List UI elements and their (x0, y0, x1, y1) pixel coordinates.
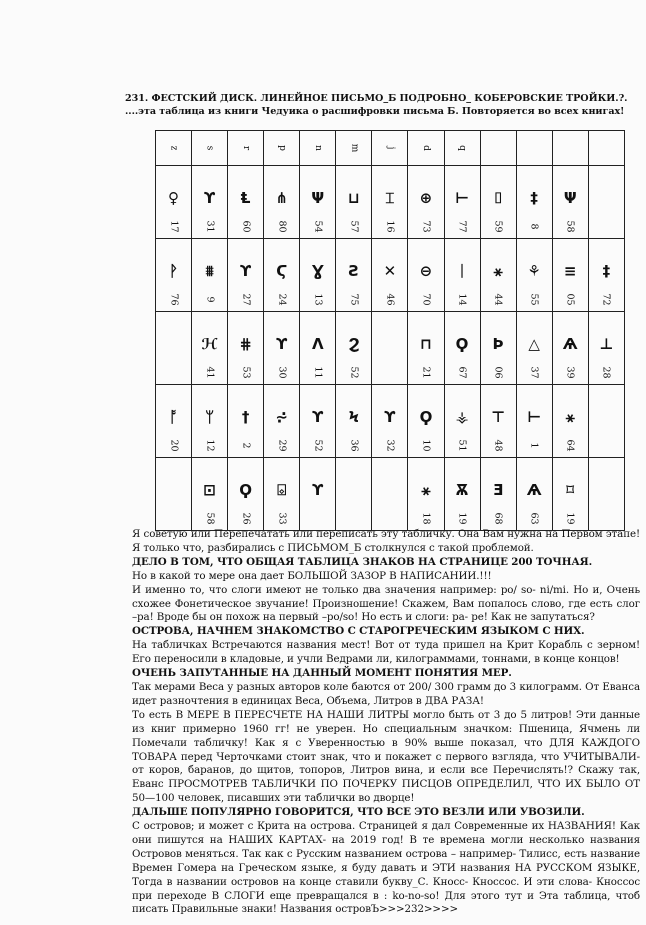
sign-glyph: Ϛ (276, 261, 288, 280)
sign-cell (444, 458, 480, 531)
sign-cell (372, 385, 408, 458)
sign-number: 1 (528, 442, 540, 449)
sign-number: 9 (204, 296, 216, 303)
column-header (264, 131, 300, 166)
sign-cell (300, 239, 336, 312)
sign-cell (192, 239, 228, 312)
text-paragraph: С островов; и может с Крита на острова. Страницей я дал Современные их НАЗВАНИЯ! Как они пишутся на НАШИХ КАРТАХ- на 2019 год! В те времена могли несколько названия Островов меняться. Так как с Русским названием острова – например- Тилисс, есть название Времен Гомера на Греческом языке, я буду давать и ЭТИ названия НА РУССКОМ ЯЗЫКЕ, Тогда в названии островов на конце ставили букву_С. Кносс- Кноссос. И эти слова- Кноссос при переходе В СЛОГИ еще превращался в : ko-no-so! Для этого тут и Эта таблица, чтоб писать Правильные знаки! Названия островЪ>>>232>>>> (132, 820, 640, 916)
sign-glyph: Ϙ (239, 480, 253, 499)
sign-glyph: ⚘ (527, 261, 541, 280)
sign-number: 48 (492, 439, 504, 452)
sign-number: 64 (564, 439, 576, 452)
text-paragraph: И именно то, что слоги имеют не только два значения например: po/ so- ni/mi. Но и, Очень схожее Фонетическое звучание! Произношение! Скажем, Вам попалось слово, где есть слог –ра! Вроде бы он похож на первый –po/so! Но есть и слоги: ра- ре! Как не запутаться? (132, 583, 640, 624)
sign-cell (444, 239, 480, 312)
sign-glyph: Ʌ (311, 334, 324, 353)
sign-number: 16 (384, 220, 396, 233)
column-header (372, 131, 408, 166)
sign-glyph: ϒ (384, 407, 396, 426)
sign-cell (228, 385, 264, 458)
sign-glyph: ⌑ (566, 480, 575, 499)
sign-number: 28 (600, 366, 612, 379)
sign-cell (264, 458, 300, 531)
sign-cell (588, 239, 624, 312)
sign-number: 57 (348, 220, 360, 233)
sign-cell (480, 239, 516, 312)
sign-number: 24 (276, 293, 288, 306)
sign-number: 67 (456, 366, 468, 379)
sign-number: 72 (600, 293, 612, 306)
sign-cell (552, 458, 588, 531)
column-header-label: j (384, 146, 395, 150)
sign-cell (372, 166, 408, 239)
sign-number: 60 (240, 220, 252, 233)
bold-heading-paragraph: ДАЛЬШЕ ПОПУЛЯРНО ГОВОРИТСЯ, ЧТО ВСЕ ЭТО ВЕЗЛИ ИЛИ УВОЗИЛИ. (132, 806, 585, 819)
linear-b-sign-table (155, 130, 625, 524)
sign-cell (264, 166, 300, 239)
bold-heading-paragraph: ОСТРОВА, НАЧНЕМ ЗНАКОМСТВО С СТАРОГРЕЧЕСКИМ ЯЗЫКОМ С НИХ. (132, 625, 585, 638)
sign-cell (228, 312, 264, 385)
sign-cell (228, 239, 264, 312)
sign-number: 46 (384, 293, 396, 306)
sign-glyph: ⊥ (599, 334, 614, 353)
sign-cell (192, 312, 228, 385)
sign-cell (192, 166, 228, 239)
sign-glyph: Ϙ (455, 334, 469, 353)
sign-number: 41 (204, 366, 216, 379)
column-header-label: p (276, 145, 287, 151)
sign-glyph: Ϩ (348, 334, 360, 353)
sign-cell (516, 312, 552, 385)
sign-glyph: ‡ (530, 188, 538, 207)
column-header-label: s (204, 145, 215, 151)
sign-cell (372, 239, 408, 312)
column-header (444, 131, 480, 166)
sign-glyph: ⊤ (491, 407, 505, 426)
sign-number: 20 (168, 439, 180, 452)
sign-number: 31 (204, 220, 216, 233)
sign-cell (300, 385, 336, 458)
text-paragraph: Так мерами Веса у разных авторов коле баются от 200/ 300 грамм до 3 килограмм. От Еванса идет разночтения в единицах Веса, Объема, Литров в ДВА РАЗА! (132, 680, 640, 707)
sign-glyph: ⋕ (239, 334, 252, 353)
sign-glyph: Ɣ (311, 261, 324, 280)
sign-number: 52 (312, 439, 324, 452)
sign-cell (516, 239, 552, 312)
sign-cell (300, 458, 336, 531)
column-header (480, 131, 516, 166)
sign-number: 55 (528, 293, 540, 306)
column-header (588, 131, 624, 166)
sign-glyph: ϒ (203, 188, 216, 207)
sign-glyph: ⊢ (527, 407, 542, 426)
sign-cell (372, 458, 408, 531)
sign-number: 17 (168, 220, 180, 233)
sign-cell (480, 166, 516, 239)
sign-glyph: Ǝ (492, 480, 504, 499)
sign-glyph: ⋔ (275, 188, 289, 207)
column-header-label: m (348, 143, 359, 153)
sign-number: 26 (240, 512, 252, 525)
sign-cell (408, 385, 444, 458)
column-header (156, 131, 192, 166)
sign-cell (156, 239, 192, 312)
sign-cell (516, 458, 552, 531)
sign-glyph: Ϸ (492, 334, 504, 353)
sign-cell (480, 385, 516, 458)
sign-glyph: ⊡ (203, 480, 216, 499)
sign-cell (588, 312, 624, 385)
sign-number: 51 (456, 439, 468, 452)
sign-number: 19 (456, 512, 468, 525)
sign-cell (264, 312, 300, 385)
sign-glyph: ᛁ (457, 261, 467, 280)
sign-glyph: ⊓ (419, 334, 432, 353)
column-header (192, 131, 228, 166)
sign-number: 44 (492, 293, 504, 306)
sign-cell (480, 458, 516, 531)
sign-glyph: ‡ (602, 261, 611, 280)
sign-number: 54 (312, 220, 324, 233)
column-header-label: q (457, 145, 468, 151)
sign-cell (444, 166, 480, 239)
sign-cell (300, 166, 336, 239)
sign-glyph: ϒ (312, 407, 324, 426)
column-header (336, 131, 372, 166)
sign-number: 58 (564, 220, 576, 233)
sign-number: 11 (312, 366, 324, 379)
sign-number: 2 (240, 442, 252, 449)
sign-glyph: ⚹ (565, 407, 575, 426)
sign-cell (228, 166, 264, 239)
sign-glyph: ⌺ (277, 480, 287, 499)
sign-number: 37 (528, 366, 540, 379)
article-body (132, 528, 640, 917)
sign-cell (552, 239, 588, 312)
sign-cell (156, 458, 192, 531)
sign-glyph: ≡ (563, 261, 577, 280)
sign-cell (408, 312, 444, 385)
sign-number: 10 (420, 439, 432, 452)
sign-glyph: ᛘ (205, 407, 215, 426)
sign-glyph: ⊔ (347, 188, 360, 207)
sign-cell (156, 312, 192, 385)
sign-glyph: ⌶ (385, 188, 395, 207)
sign-glyph: ⊕ (419, 188, 433, 207)
sign-glyph: ᚹ (169, 261, 179, 280)
sign-glyph: Ϙ (419, 407, 433, 426)
column-header-label: n (312, 145, 323, 151)
sign-number: 70 (420, 293, 432, 306)
sign-cell (588, 385, 624, 458)
sign-grid (155, 130, 625, 531)
sign-cell (192, 385, 228, 458)
sign-cell (552, 166, 588, 239)
sign-glyph: ⚹ (421, 480, 431, 499)
sign-glyph: Ѫ (455, 480, 469, 499)
sign-cell (444, 312, 480, 385)
sign-number: 30 (276, 366, 288, 379)
sign-cell (156, 385, 192, 458)
sign-glyph: ♀ (168, 188, 180, 207)
sign-cell (192, 458, 228, 531)
sign-number: 19 (564, 512, 576, 525)
sign-cell (552, 312, 588, 385)
sign-number: 21 (420, 366, 432, 379)
sign-number: 53 (240, 366, 252, 379)
column-header (552, 131, 588, 166)
table-header-row (156, 131, 625, 166)
sign-cell (516, 166, 552, 239)
sign-glyph: Ⱡ (240, 188, 251, 207)
sign-glyph: ⚶ (455, 407, 469, 426)
sign-glyph: ᚩ (169, 407, 179, 426)
sign-glyph: Ѧ (562, 334, 578, 353)
header-line-1: 231. ФЕСТСКИЙ ДИСК. ЛИНЕЙНОЕ ПИСЬМО_Б ПОДРОБНО_ КОБЕРОВСКИЕ ТРОЙКИ.?. (125, 93, 628, 104)
sign-cell (408, 166, 444, 239)
text-paragraph: Но в какой то мере она дает БОЛЬШОЙ ЗАЗОР В НАПИСАНИИ.!!! (132, 569, 492, 582)
sign-glyph: ⌷ (493, 188, 503, 207)
sign-number: 18 (420, 512, 432, 525)
sign-glyph: ⩩ (205, 261, 214, 280)
sign-cell (264, 239, 300, 312)
page-header (125, 92, 630, 118)
sign-cell (480, 312, 516, 385)
table-row (156, 312, 625, 385)
sign-glyph: ℋ (201, 334, 218, 353)
sign-cell (336, 312, 372, 385)
sign-number: 29 (276, 439, 288, 452)
sign-glyph: Ϟ (348, 407, 360, 426)
sign-cell (408, 458, 444, 531)
sign-glyph: ϒ (276, 334, 288, 353)
column-header (228, 131, 264, 166)
sign-cell (444, 385, 480, 458)
column-header (300, 131, 336, 166)
sign-number: 76 (168, 293, 180, 306)
table-row (156, 385, 625, 458)
sign-cell (336, 458, 372, 531)
sign-cell (408, 239, 444, 312)
sign-cell (552, 385, 588, 458)
text-paragraph: На табличках Встречаются названия мест! Вот от туда пришел на Крит Корабль с зерном! Его переносили в кладовые, и учли Ведрами ли, килограммами, тоннами, в конце концов! (132, 639, 640, 666)
bold-heading-paragraph: ДЕЛО В ТОМ, ЧТО ОБЩАЯ ТАБЛИЦА ЗНАКОВ НА СТРАНИЦЕ 200 ТОЧНАЯ. (132, 555, 593, 568)
sign-number: 75 (348, 293, 360, 306)
bold-heading-paragraph: ОЧЕНЬ ЗАПУТАННЫЕ НА ДАННЫЙ МОМЕНТ ПОНЯТИЯ МЕР. (132, 667, 512, 680)
sign-glyph: † (241, 407, 250, 426)
sign-number: 63 (528, 512, 540, 525)
sign-cell (336, 239, 372, 312)
sign-number: 12 (204, 439, 216, 452)
sign-number: 05 (564, 293, 576, 306)
text-paragraph: Я советую или Перепечатать или переписать эту табличку. Она Вам нужна на Первом этапе! Я только что, разбирались с ПИСЬМОМ_Б столкнулся с такой проблемой. (132, 528, 640, 554)
table-row (156, 458, 625, 531)
text-paragraph: То есть В МЕРЕ В ПЕРЕСЧЕТЕ НА НАШИ ЛИТРЫ могло быть от 3 до 5 литров! Эти данные из книг примерно 1960 гг! не уверен. Но специальным значком: Пшеница, Ячмень ли Помечали табличку! Как я с Уверенностью в 90% выше показал, что ДЛЯ КАЖДОГО ТОВАРА перед Черточками стоит знак, что и покажет с первого взгляда, что УЧИТЫВАЛИ- от коров, баранов, до щитов, топоров, Литров вина, и если все Перечислять!? Скажу так, Еванс ПРОСМОТРЕВ ТАБЛИЧКИ ПО ПОЧЕРКУ ПИСЦОВ ОПРЕДЕЛИЛ, ЧТО ИХ БЫЛО ОТ 50—100 человек, писавших эти таблички во дворце! (132, 708, 640, 805)
sign-glyph: ⚹ (493, 261, 503, 280)
sign-glyph: ✕ (383, 261, 397, 280)
sign-glyph: ϒ (240, 261, 252, 280)
sign-number: 33 (276, 512, 288, 525)
table-row (156, 166, 625, 239)
column-header (516, 131, 552, 166)
sign-cell (372, 312, 408, 385)
sign-number: 06 (492, 366, 504, 379)
sign-cell (228, 458, 264, 531)
sign-cell (588, 458, 624, 531)
column-header (408, 131, 444, 166)
sign-number: 32 (384, 439, 396, 452)
sign-glyph: Ψ (311, 188, 325, 207)
sign-number: 77 (456, 220, 468, 233)
sign-glyph: ⩫ (275, 407, 289, 426)
sign-number: 59 (492, 220, 504, 233)
sign-cell (300, 312, 336, 385)
sign-number: 80 (276, 220, 288, 233)
column-header-label: z (168, 145, 179, 151)
sign-number: 39 (564, 366, 576, 379)
sign-cell (516, 385, 552, 458)
sign-cell (336, 385, 372, 458)
sign-number: 13 (312, 293, 324, 306)
column-header-label: d (420, 145, 431, 151)
sign-glyph: ϒ (312, 480, 324, 499)
sign-glyph: ⊢ (455, 188, 469, 207)
column-header-label: r (240, 145, 251, 151)
sign-cell (264, 385, 300, 458)
sign-number: 58 (204, 512, 216, 525)
sign-glyph: Ƨ (348, 261, 360, 280)
sign-cell (588, 166, 624, 239)
sign-cell (336, 166, 372, 239)
sign-cell (156, 166, 192, 239)
sign-number: 27 (240, 293, 252, 306)
sign-number: 68 (492, 512, 504, 525)
sign-number: 52 (348, 366, 360, 379)
sign-number: 8 (528, 223, 540, 230)
table-row (156, 239, 625, 312)
sign-number: 14 (456, 293, 468, 306)
sign-glyph: Ψ (563, 188, 577, 207)
sign-number: 36 (348, 439, 360, 452)
header-line-2: ....эта таблица из книги Чедуика о расшифровки письма Б. Повторяется во всех книгах! (125, 106, 625, 117)
sign-number: 73 (420, 220, 432, 233)
sign-glyph: △ (528, 334, 540, 353)
sign-glyph: ⊖ (419, 261, 433, 280)
sign-glyph: Ѧ (526, 480, 542, 499)
